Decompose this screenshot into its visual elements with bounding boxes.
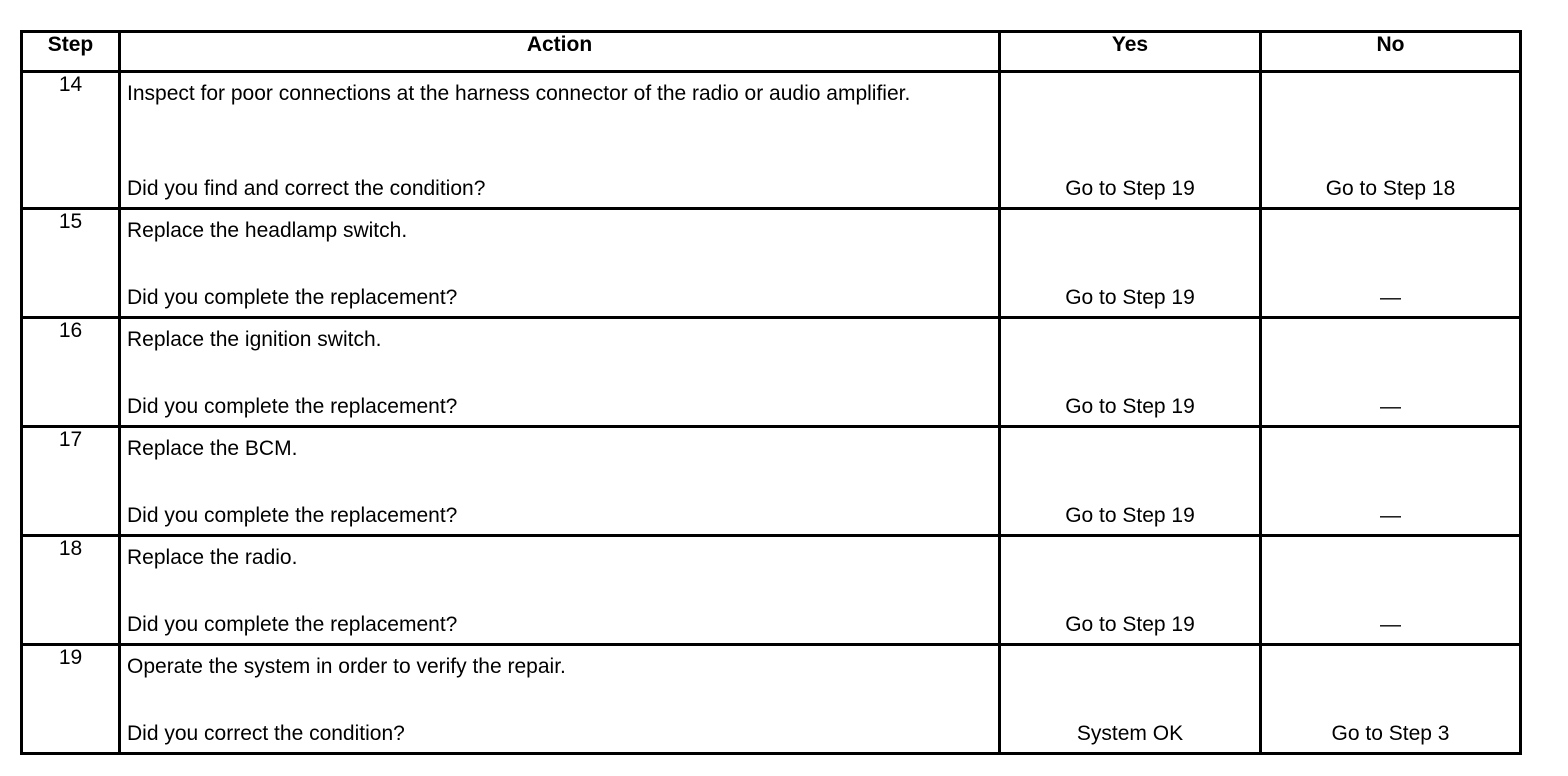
table-row-step-15 [22, 209, 1521, 318]
header-row [22, 32, 1521, 72]
action-cell [120, 72, 1000, 209]
step-number: 19 [22, 645, 120, 754]
no-result: — [1380, 395, 1401, 418]
step-number: 17 [22, 427, 120, 536]
yes-cell [1000, 536, 1261, 645]
yes-cell [1000, 209, 1261, 318]
no-cell [1261, 536, 1521, 645]
yes-result: Go to Step 19 [1065, 286, 1195, 309]
step-number: 14 [22, 72, 120, 209]
step-number: 16 [22, 318, 120, 427]
yes-cell [1000, 318, 1261, 427]
table-row-step-14 [22, 72, 1521, 209]
table-row-step-16 [22, 318, 1521, 427]
yes-result: Go to Step 19 [1065, 504, 1195, 527]
no-result: Go to Step 3 [1331, 722, 1450, 745]
header-no: No [1261, 32, 1521, 72]
no-cell [1261, 645, 1521, 754]
no-cell [1261, 72, 1521, 209]
table-row-step-17 [22, 427, 1521, 536]
action-cell [120, 427, 1000, 536]
header-action: Action [120, 32, 1000, 72]
no-cell [1261, 318, 1521, 427]
yes-result: Go to Step 19 [1065, 177, 1195, 200]
action-cell [120, 209, 1000, 318]
no-result: — [1380, 286, 1401, 309]
instruction-text: Inspect for poor connections at the harness connector of the radio or audio amplifier. [127, 82, 911, 105]
yes-cell [1000, 72, 1261, 209]
header-step: Step [22, 32, 120, 72]
instruction-text: Replace the BCM. [127, 437, 298, 460]
step-number: 18 [22, 536, 120, 645]
no-result: Go to Step 18 [1325, 177, 1456, 200]
yes-result: Go to Step 19 [1065, 395, 1195, 418]
table-row-step-19 [22, 645, 1521, 754]
action-cell [120, 645, 1000, 754]
instruction-text: Replace the headlamp switch. [127, 219, 408, 242]
question-text: Did you complete the replacement? [127, 504, 458, 527]
question-text: Did you find and correct the condition? [127, 177, 486, 200]
instruction-text: Replace the ignition switch. [127, 328, 382, 351]
yes-result: Go to Step 19 [1065, 613, 1195, 636]
yes-result: System OK [1076, 722, 1184, 745]
diagnostic-table [20, 30, 1522, 755]
question-text: Did you complete the replacement? [127, 286, 458, 309]
question-text: Did you complete the replacement? [127, 395, 458, 418]
no-result: — [1380, 504, 1401, 527]
no-result: — [1380, 613, 1401, 636]
question-text: Did you complete the replacement? [127, 613, 458, 636]
table-row-step-18 [22, 536, 1521, 645]
question-text: Did you correct the condition? [127, 722, 405, 745]
yes-cell [1000, 427, 1261, 536]
yes-cell [1000, 645, 1261, 754]
instruction-text: Operate the system in order to verify the repair. [127, 655, 566, 678]
action-cell [120, 318, 1000, 427]
instruction-text: Replace the radio. [127, 546, 298, 569]
no-cell [1261, 427, 1521, 536]
step-number: 15 [22, 209, 120, 318]
header-yes: Yes [1000, 32, 1261, 72]
action-cell [120, 536, 1000, 645]
no-cell [1261, 209, 1521, 318]
